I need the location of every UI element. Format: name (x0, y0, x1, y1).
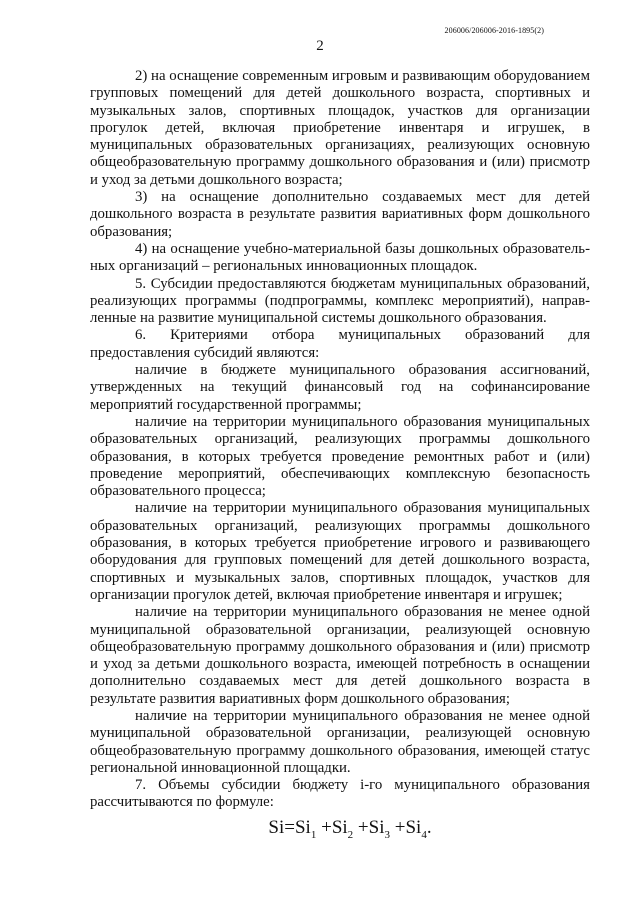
paragraph-item-3: 3) на оснащение дополнительно создаваемых мест для детей дошкольного возраста в результате развития вариативных форм дошкольного образования; (90, 189, 590, 240)
formula-term: Si (368, 816, 385, 838)
formula-term: Si (294, 816, 311, 838)
subsidy-formula (90, 816, 590, 847)
formula-plus: + (394, 816, 406, 838)
formula-plus: + (321, 816, 332, 838)
formula-subscript: 2 (347, 828, 354, 841)
formula-subscript: 4 (421, 828, 427, 841)
paragraph-item-2: 2) на оснащение современным игровым и развивающим оборудованием групповых помещений для детей дошкольного возраста, спортивных и музыкальных залов, спортивных площадок, участков для организации прогулок детей, включая приобретение инвентаря и игрушек, в муниципальных образовательных организациях, реализующих основную общеобразовательную программу дошкольного образования и (или) присмотр и уход за детьми дошкольного возраста; (90, 68, 590, 188)
formula-term: Si (331, 816, 348, 838)
formula-subscript: 1 (310, 828, 317, 841)
paragraph-clause-6: 6. Критериями отбора муниципальных образований для предоставления субсидий являются: (90, 327, 590, 361)
paragraph-criterion-repair: наличие на территории муниципального образования муниципальных образовательных организаций, реализующих программы дошкольного образования, в которых требуется проведение ремонтных работ и (или) проведение мероприятий, обеспечивающих комплексную безопасность образовательного процесса; (90, 413, 590, 500)
paragraph-criterion-new-places: наличие на территории муниципального образования не менее одной муниципальной образовательной организации, реализующей основную общеобразовательную программу дошкольного образования и (или) присмотр и уход за детьми дошкольного возраста, имеющей потребность в оснащении дополнительно создаваемых мест для детей дошкольного возраста в результате развития вариативных форм дошкольного образования; (90, 604, 590, 707)
formula-term: Si (405, 816, 422, 838)
formula-end: . (426, 816, 432, 838)
formula-lhs: Si (268, 816, 285, 838)
formula-plus: + (357, 816, 369, 838)
paragraph-item-4: 4) на оснащение учебно-материальной базы дошкольных образовательных организаций – региональных инновационных площадок. (90, 240, 590, 275)
document-id: 206006/206006-2016-1895(2) (444, 26, 544, 35)
paragraph-criterion-innovation: наличие на территории муниципального образования не менее одной муниципальной образовательной организации, реализующей основную общеобразовательную программу дошкольного образования, имеющей статус региональной инновационной площадки. (90, 707, 590, 776)
formula-equals: = (284, 816, 295, 838)
paragraph-clause-7: 7. Объемы субсидии бюджету i-го муниципального образования рассчитываются по формуле: (90, 777, 590, 811)
formula-subscript: 3 (384, 828, 390, 841)
paragraph-clause-5: 5. Субсидии предоставляются бюджетам муниципальных образований, реализующих программы (подпрограммы, комплекс мероприятий), направленные на развитие муниципальной системы дошкольного образования. (90, 275, 590, 327)
paragraph-criterion-equipment: наличие на территории муниципального образования муниципальных образовательных организаций, реализующих программы дошкольного образования, в которых требуется приобретение игрового и развивающего оборудования для групповых помещений для детей дошкольного возраста, спортивных и музыкальных залов, спортивных площадок, участков для организации прогулок детей, включая приобретение инвентаря и игрушек; (90, 500, 590, 603)
document-body (90, 68, 590, 847)
paragraph-criterion-budget: наличие в бюджете муниципального образования ассигнований, утвержденных на текущий финансовый год на софинансирование мероприятий государственной программы; (90, 362, 590, 413)
page-number: 2 (316, 38, 324, 54)
